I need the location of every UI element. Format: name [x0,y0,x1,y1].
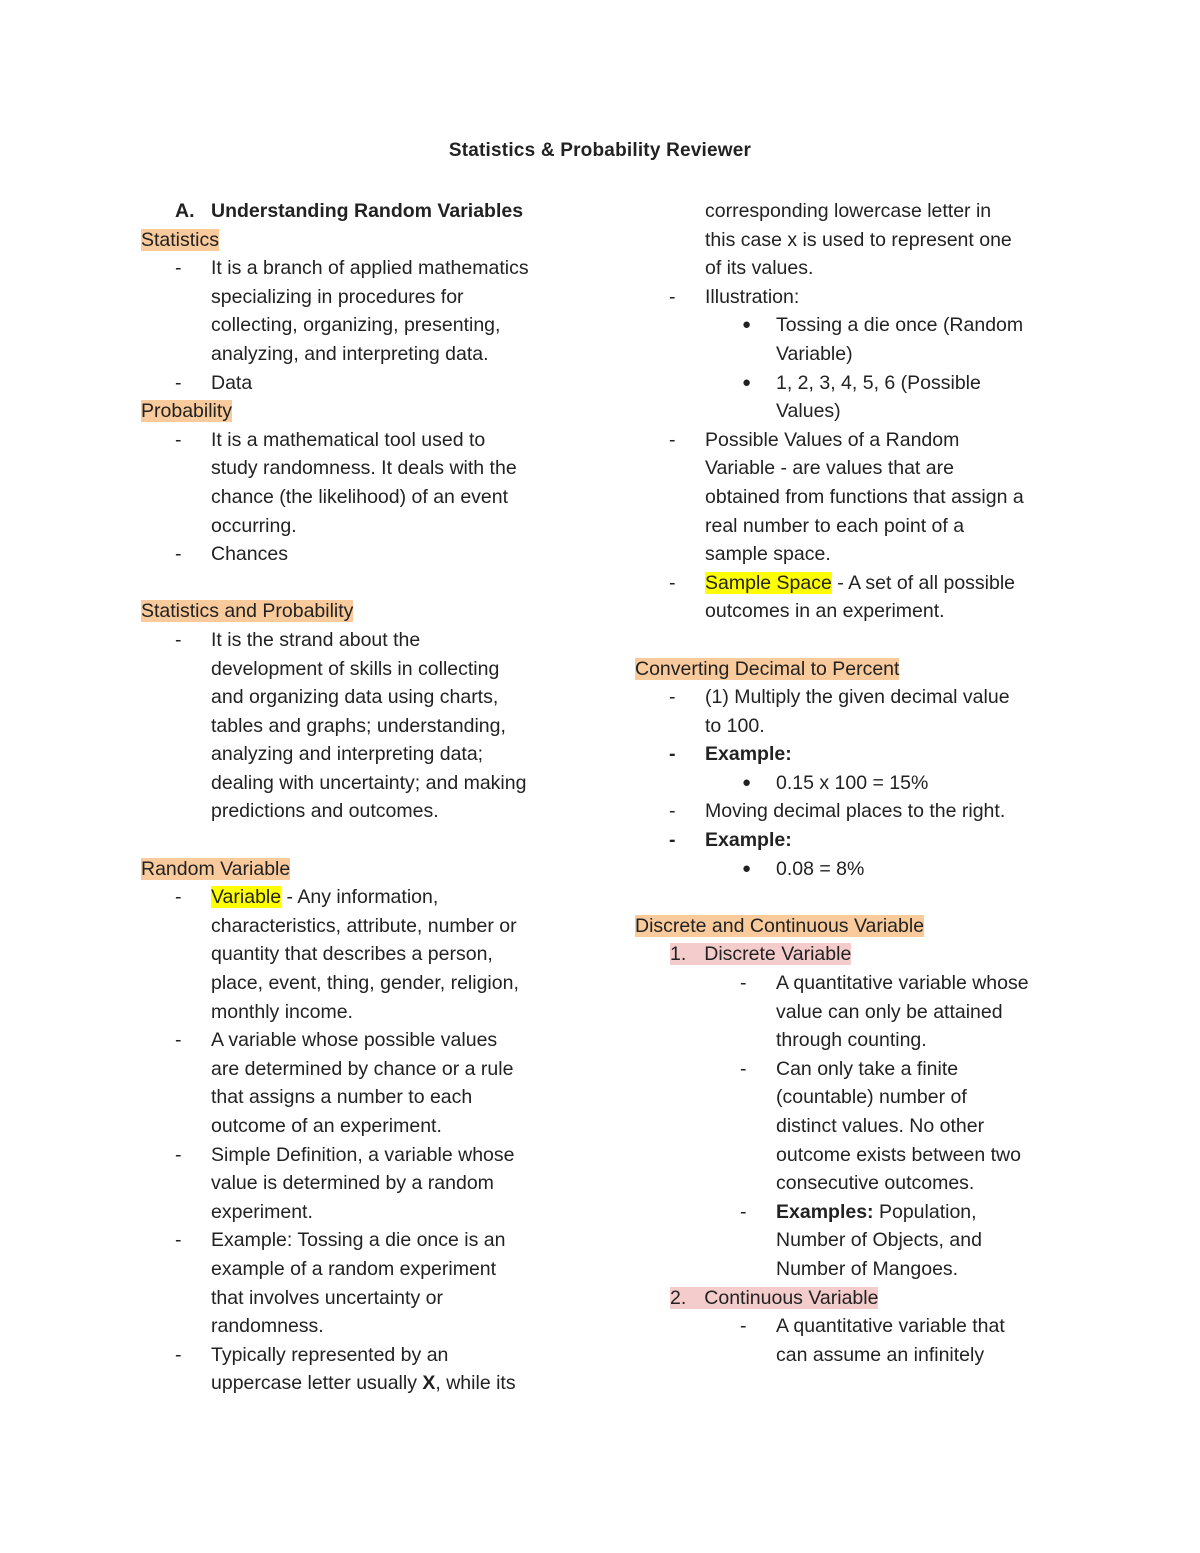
uppercase-x: X [422,1372,436,1395]
example-label: Example: [705,743,792,766]
list-item-continuation: occurring. [211,514,297,537]
sub-list-item: - A quantitative variable whose [635,969,1075,998]
number-marker: 1. [670,943,687,966]
sub-list-item: - Can only take a finite [635,1055,1075,1084]
list-item-continuation: analyzing, and interpreting data. [211,342,489,365]
dash-marker: - [669,571,676,594]
number-marker: 2. [670,1286,687,1309]
statistics-heading-line [141,226,581,255]
section-heading-a [141,197,581,226]
list-item-continuation: experiment. [211,1200,313,1223]
dash-marker: - [669,686,676,709]
list-item-continuation: example of a random experiment [211,1257,497,1280]
sample-space-term: Sample Space [705,571,832,594]
dash-marker: - [669,829,676,852]
dash-marker: - [669,800,676,823]
sub-list-item-continuation: can assume an infinitely [776,1343,985,1366]
list-item: - It is a branch of applied mathematics [141,254,581,283]
probability-heading-line [141,397,581,426]
list-item-continuation: sample space. [705,543,831,566]
spacer [635,626,1075,655]
dash-marker: - [175,428,182,451]
list-item: - A variable whose possible values [141,1026,581,1055]
dash-marker: - [175,257,182,280]
list-item: - Simple Definition, a variable whose [141,1141,581,1170]
list-item: - Example: Tossing a die once is an [141,1226,581,1255]
dash-marker: - [740,1315,747,1338]
list-item: - (1) Multiply the given decimal value [635,683,1075,712]
example-label: Example: [705,829,792,852]
spacer [141,569,581,598]
list-item-continuation: predictions and outcomes. [211,800,439,823]
list-item-continuation: dealing with uncertainty; and making [211,771,527,794]
list-item-continuation: analyzing and interpreting data; [211,743,484,766]
list-item-continuation: value is determined by a random [211,1172,494,1195]
list-item [635,826,1075,855]
continuous-variable-title-highlight [670,1287,878,1309]
dash-marker: - [669,285,676,308]
list-item-continuation: and organizing data using charts, [211,686,499,709]
dash-marker: - [175,886,182,909]
list-item-continuation: that involves uncertainty or [211,1286,443,1309]
continuous-variable-title: Continuous Variable [704,1286,879,1309]
list-item-continuation: collecting, organizing, presenting, [211,314,501,337]
list-item: - Illustration: [635,283,1075,312]
dash-marker: - [175,371,182,394]
list-item-continuation: real number to each point of a [705,514,965,537]
list-item: - It is a mathematical tool used to [141,426,581,455]
sub-list-item: ● Tossing a die once (Random [635,311,1075,340]
list-item-continuation: specializing in procedures for [211,285,464,308]
page-title: Statistics & Probability Reviewer [448,140,752,161]
statistics-heading: Statistics [141,228,220,251]
list-item-continuation: corresponding lowercase letter in [705,200,992,222]
list-item: - Data [141,369,581,398]
list-item-continuation: chance (the likelihood) of an event [211,485,509,508]
list-item: - Typically represented by an [141,1341,581,1370]
dash-marker: - [175,543,182,566]
dash-marker: - [740,1057,747,1080]
list-item-continuation: characteristics, attribute, number or [211,914,517,937]
right-column [635,197,1075,1369]
dash-marker: - [175,1343,182,1366]
examples-label: Examples: [776,1200,874,1223]
list-item-continuation: outcome of an experiment. [211,1115,442,1137]
probability-heading: Probability [141,400,233,423]
left-column [141,197,581,1398]
dash-marker: - [669,428,676,451]
list-item-continuation: this case x is used to represent one [705,228,1012,251]
sub-list-item: ● 0.15 x 100 = 15% [635,769,1075,798]
list-item: - Variable - Any information, [141,883,581,912]
list-item-continuation: are determined by chance or a rule [211,1057,514,1080]
numbered-item [635,940,1075,969]
sub-list-item-continuation: Number of Mangoes. [776,1257,959,1280]
converting-heading-line [635,655,1075,684]
numbered-item [635,1284,1075,1313]
variable-term: Variable [211,886,282,909]
list-item-continuation: development of skills in collecting [211,657,500,680]
discrete-variable-title: Discrete Variable [704,943,852,966]
list-item: - Possible Values of a Random [635,426,1075,455]
list-item-continuation: monthly income. [211,1000,353,1023]
random-variable-heading: Random Variable [141,857,291,880]
converting-heading: Converting Decimal to Percent [635,657,900,680]
discrete-continuous-heading: Discrete and Continuous Variable [635,914,925,937]
list-item: - Chances [141,540,581,569]
dash-marker: - [740,1200,747,1223]
list-item-continuation: randomness. [211,1315,324,1338]
dash-marker: - [669,743,676,766]
random-variable-heading-line [141,855,581,884]
list-item-continuation: Variable - are values that are [705,457,954,480]
list-item-continuation: to 100. [705,714,765,737]
sub-list-item-continuation: distinct values. No other [776,1115,985,1137]
list-item-continuation: that assigns a number to each [211,1086,473,1109]
sub-list-item-continuation: consecutive outcomes. [776,1172,975,1195]
list-item-continuation: obtained from functions that assign a [705,485,1024,508]
list-item-continuation: study randomness. It deals with the [211,457,517,480]
sub-list-item-continuation: through counting. [776,1029,927,1052]
sub-list-item: ● 1, 2, 3, 4, 5, 6 (Possible [635,369,1075,398]
bullet-marker: ● [742,316,752,334]
spacer [635,883,1075,912]
sub-list-item-continuation: (countable) number of [776,1086,967,1109]
list-item [635,740,1075,769]
list-item-continuation: quantity that describes a person, [211,943,493,966]
sub-list-item-continuation: Number of Objects, and [776,1229,982,1252]
sub-list-item-continuation: outcome exists between two [776,1143,1021,1166]
list-item-continuation: place, event, thing, gender, religion, [211,972,519,995]
sub-list-item: - Examples: Population, [635,1198,1075,1227]
list-item-continuation: outcomes in an experiment. [705,600,945,623]
sub-list-item: - A quantitative variable that [635,1312,1075,1341]
sub-list-item-continuation: Values) [776,400,841,423]
bullet-marker: ● [742,859,752,877]
section-marker: A. [175,200,195,222]
spacer [141,826,581,855]
dash-marker: - [740,972,747,995]
sub-list-item-continuation: value can only be attained [776,1000,1003,1023]
sub-list-item-continuation: Variable) [776,342,853,365]
dash-marker: - [175,1143,182,1166]
dash-marker: - [175,1229,182,1252]
dash-marker: - [175,628,182,651]
list-item: - Moving decimal places to the right. [635,797,1075,826]
section-title: Understanding Random Variables [211,200,524,222]
discrete-variable-title-highlight [670,943,851,965]
stats-and-prob-heading: Statistics and Probability [141,600,354,623]
list-item: - Sample Space - A set of all possible [635,569,1075,598]
discrete-continuous-heading-line [635,912,1075,941]
bullet-marker: ● [742,373,752,391]
bullet-marker: ● [742,773,752,791]
list-item: - It is the strand about the [141,626,581,655]
list-item-continuation: uppercase letter usually X, while its [211,1372,516,1395]
list-item-continuation: of its values. [705,257,814,280]
dash-marker: - [175,1029,182,1052]
list-item-continuation: tables and graphs; understanding, [211,714,506,737]
stats-and-prob-heading-line [141,597,581,626]
sub-list-item: ● 0.08 = 8% [635,855,1075,884]
